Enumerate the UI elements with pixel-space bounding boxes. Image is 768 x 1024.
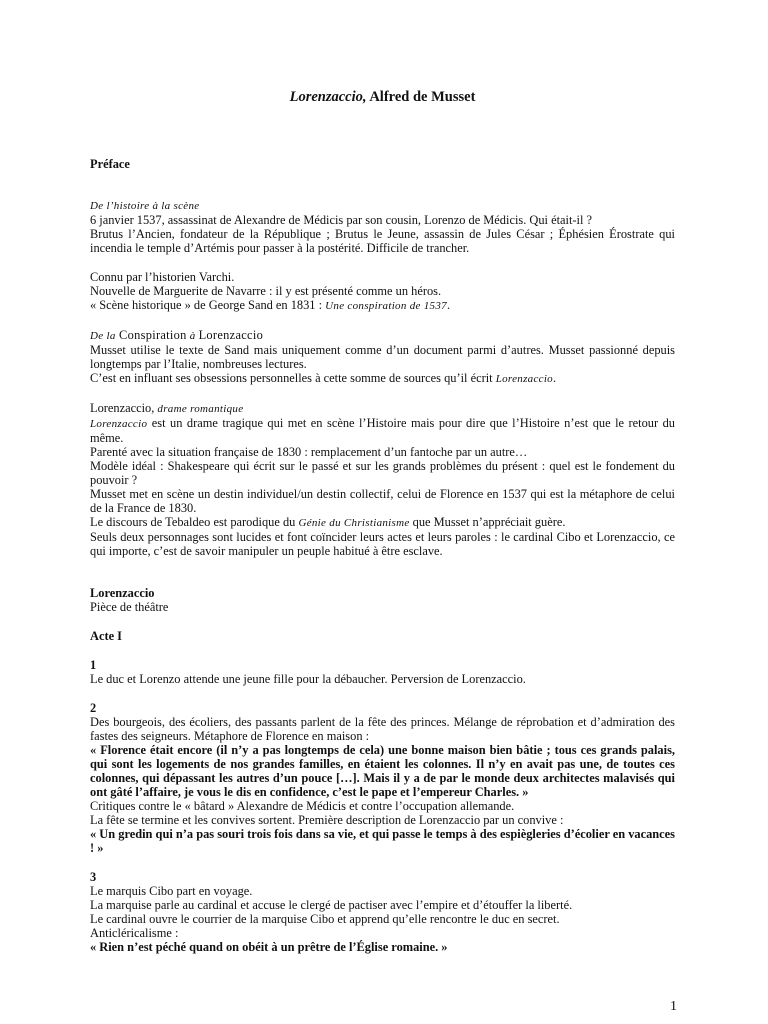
paragraph-line: Le duc et Lorenzo attende une jeune fille pour la débaucher. Perversion de Lorenzaccio.	[90, 672, 526, 686]
document-title	[90, 90, 675, 104]
quote: « Rien n’est péché quand on obéit à un prêtre de l’Église romaine. »	[90, 940, 448, 954]
text-run: De la	[90, 330, 116, 342]
text-run: Le discours de Tebaldeo est parodique du	[90, 515, 299, 529]
scene-number: 2	[90, 701, 97, 715]
work-title: Lorenzaccio,	[289, 89, 367, 105]
section-conspiration-title	[90, 328, 675, 343]
paragraph-line: Modèle idéal : Shakespeare qui écrit sur le passé et sur les grands problèmes du présent : quel est le fondement du pouvoir ?	[90, 459, 675, 487]
italic-title: Une conspiration de 1537	[325, 300, 447, 312]
page-content	[90, 90, 675, 954]
paragraph-line: Le cardinal ouvre le courrier de la marquise Cibo et apprend qu’elle rencontre le duc en secret.	[90, 912, 560, 926]
paragraph-line: Seuls deux personnages sont lucides et font coïncider leurs actes et leurs paroles : le cardinal Cibo et Lorenzaccio, ce qui importe, c’est de savoir manipuler un peuple habitué à être esclave.	[90, 530, 675, 558]
section-history-title: De l’histoire à la scène	[90, 200, 200, 212]
paragraph-line: 6 janvier 1537, assassinat de Alexandre de Médicis par son cousin, Lorenzo de Médicis. Qui était-il ?	[90, 213, 593, 227]
play-subheading: Pièce de théâtre	[90, 600, 169, 614]
italic-title: drame romantique	[157, 403, 244, 415]
paragraph-line: Nouvelle de Marguerite de Navarre : il y est présenté comme un héros.	[90, 284, 442, 298]
text-run: .	[552, 371, 557, 385]
text-run: Conspiration	[115, 328, 187, 342]
quote: « Florence était encore (il n’y a pas longtemps de cela) une bonne maison bien bâtie ; tous ces grands palais, qui sont les logements de nos grandes familles, en étaient les colonnes. Il n’y en avait pas une, de toutes ces colonnes, qui dépassant les autres d’un pouce […]. Mais il y a de par le monde deux architectes malavisés qui ont gâté l’affaire, je vous le dis en confidence, c’est le pape et l’empereur Charles. »	[90, 743, 675, 799]
paragraph-line	[90, 416, 675, 445]
paragraph-line	[90, 298, 675, 313]
paragraph-line: Le marquis Cibo part en voyage.	[90, 884, 253, 898]
paragraph-line: Musset utilise le texte de Sand mais uniquement comme d’un document parmi d’autres. Musset passionné depuis longtemps par l’Italie, nombreuses lectures.	[90, 343, 675, 371]
text-run: que Musset n’appréciait guère.	[409, 515, 566, 529]
paragraph-line: Parenté avec la situation française de 1830 : remplacement d’un fantoche par un autre…	[90, 445, 528, 459]
paragraph-line: Musset met en scène un destin individuel/un destin collectif, celui de Florence en 1537 qui est la métaphore de celui de la France de 1830.	[90, 487, 675, 515]
paragraph-line: Des bourgeois, des écoliers, des passants parlent de la fête des princes. Mélange de réprobation et d’admiration des fastes des seigneurs. Métaphore de Florence en maison :	[90, 715, 675, 743]
preface-heading: Préface	[90, 157, 130, 171]
text-run: C’est en influant ses obsessions personnelles à cette somme de sources qu’il écrit	[90, 371, 496, 385]
text-run: « Scène historique » de George Sand en 1831 :	[90, 298, 326, 312]
text-run: Lorenzaccio,	[90, 401, 158, 415]
author-name: Alfred de Musset	[366, 89, 476, 105]
quote: « Un gredin qui n’a pas souri trois fois dans sa vie, et qui passe le temps à des espiègleries d’écolier en vacances ! »	[90, 827, 675, 855]
scene-number: 3	[90, 870, 97, 884]
section-drame-title	[90, 401, 675, 416]
act-heading: Acte I	[90, 629, 122, 643]
paragraph-line: Connu par l’historien Varchi.	[90, 270, 235, 284]
italic-title: Lorenzaccio	[90, 418, 148, 430]
scene-number: 1	[90, 658, 97, 672]
paragraph-line	[90, 515, 675, 530]
italic-title: Génie du Christianisme	[298, 517, 410, 529]
paragraph-line: Critiques contre le « bâtard » Alexandre de Médicis et contre l’occupation allemande.	[90, 799, 515, 813]
text-run: Lorenzaccio	[198, 328, 264, 342]
text-run: est un drame tragique qui met en scène l’Histoire mais pour dire que l’Histoire n’est que le retour du même.	[90, 416, 675, 445]
italic-title: Lorenzaccio	[495, 373, 553, 385]
page-number: 1	[670, 999, 677, 1014]
paragraph-line: La fête se termine et les convives sortent. Première description de Lorenzaccio par un convive :	[90, 813, 564, 827]
text-run: .	[446, 298, 451, 312]
paragraph-line: Anticléricalisme :	[90, 926, 179, 940]
paragraph-line: Brutus l’Ancien, fondateur de la République ; Brutus le Jeune, assassin de Jules César ; Éphésien Érostrate qui incendia le temple d’Artémis pour passer à la postérité. Difficile de trancher.	[90, 227, 675, 255]
play-heading: Lorenzaccio	[90, 586, 155, 600]
text-run: à	[186, 330, 199, 342]
paragraph-line: La marquise parle au cardinal et accuse le clergé de pactiser avec l’empire et d’étouffer la liberté.	[90, 898, 573, 912]
paragraph-line	[90, 371, 675, 386]
